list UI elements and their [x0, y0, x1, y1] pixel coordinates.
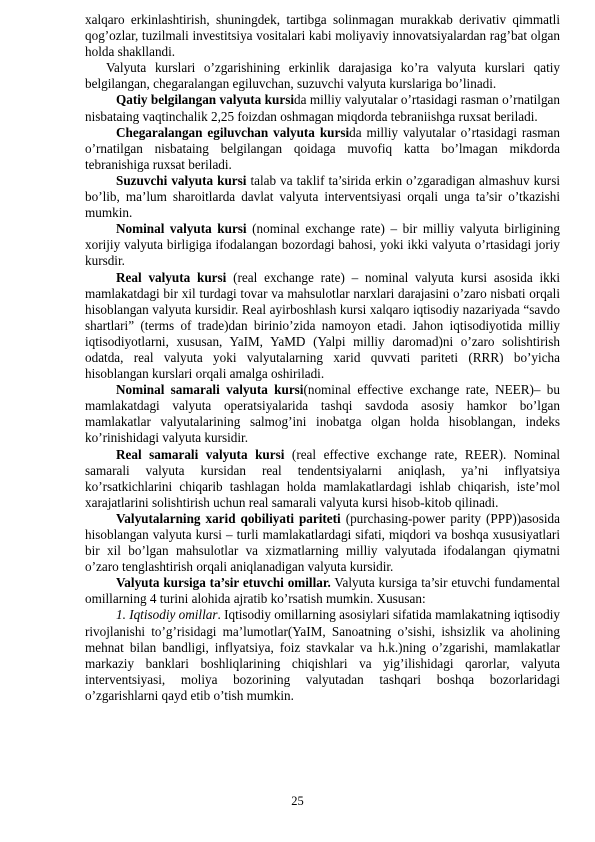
- term-economic-factors: 1. Iqtisodiy omillar: [116, 607, 218, 623]
- term-reer: Real samarali valyuta kursi: [116, 446, 285, 462]
- term-factors: Valyuta kursiga ta’sir etuvchi omillar.: [116, 575, 331, 591]
- term-limited-flexible-rate: Chegaralangan egiluvchan valyuta kursi: [116, 124, 350, 140]
- term-ppp: Valyutalarning xarid qobiliyati pariteti: [116, 510, 341, 526]
- paragraph-factors: Valyuta kursiga ta’sir etuvchi omillar. Valyuta kursiga ta’sir etuvchi fundamental omillarning 4 turini alohida ajratib ko’rsatish mumkin. Xususan:: [85, 575, 560, 607]
- page-number: 25: [291, 794, 304, 808]
- paragraph-neer: Nominal samarali valyuta kursi(nominal effective exchange rate, NEER)– bu mamlakatdagi valyuta operatsiyalarida tashqi savdoda asosiy hamkor bo’lgan mamlakatlar valyutalarining salmog’ini inobatga olgan holda hisoblangan, indeks ko’rinishidagi valyuta kursidir.: [85, 382, 560, 446]
- term-neer: Nominal samarali valyuta kursi: [116, 382, 304, 398]
- paragraph-limited-flexible-rate: Chegaralangan egiluvchan valyuta kursida milliy valyutalar o’rtasidagi rasman o’rnatilgan nisbataing belgilangan qoidaga muvofiq katta bo’lmagan mikdorda tebranishiga ruxsat beriladi.: [85, 124, 560, 172]
- paragraph-nominal-rate: Nominal valyuta kursi (nominal exchange rate) – bir milliy valyuta birligining xorijiy valyuta birligiga ifodalangan bozordagi bahosi, yoki ikki valyuta o’rtasidagi joriy kursdir.: [85, 221, 560, 269]
- paragraph-exchange-rate-types: Valyuta kurslari o’zgarishining erkinlik darajasiga ko’ra valyuta kurslari qatiy belgilangan, chegaralangan egiluvchan, suzuvchi valyuta kurslariga bo’linadi.: [85, 60, 560, 92]
- term-fixed-rate: Qatiy belgilangan valyuta kursi: [116, 92, 294, 108]
- paragraph-intro: xalqaro erkinlashtirish, shuningdek, tartibga solinmagan murakkab derivativ qimmatli qog’ozlar, tuzilmali investitsiya vositalari kabi moliyaviy innovatsiyalardan rag’bat olgan holda shakllandi.: [85, 12, 560, 60]
- term-real-rate: Real valyuta kursi: [116, 269, 227, 285]
- term-floating-rate: Suzuvchi valyuta kursi: [116, 172, 247, 188]
- term-nominal-rate: Nominal valyuta kursi: [116, 221, 247, 237]
- paragraph-floating-rate: Suzuvchi valyuta kursi talab va taklif ta’sirida erkin o’zgaradigan almashuv kursi bo’lib, ma’lum sharoitlarda davlat valyuta interventsiyasi orqali unga ta’sir o’tkazishi mumkin.: [85, 172, 560, 221]
- paragraph-ppp: Valyutalarning xarid qobiliyati pariteti (purchasing-power parity (PPP))asosida hisoblangan valyuta kursi – turli mamlakatlardagi sifati, miqdori va boshqa xususiyatlari bir xil bo’lgan mahsulotlar va xizmatlarning milliy valyutada ifodalangan qiymatni o’zaro tenglashtirish orqali aniqlanadigan valyuta kursidir.: [85, 510, 560, 575]
- paragraph-real-rate: Real valyuta kursi (real exchange rate) – nominal valyuta kursi asosida ikki mamlakatdagi bir xil turdagi tovar va mahsulotlar narxlari darajasini o’zaro nisbati orqali hisoblangan valyuta kursidir. Real ayirboshlash kursi xalqaro iqtisodiy nazariyada “savdo shartlari” (terms of trade)dan birinio’zida namoyon etadi. Jahon iqtisodiyotida milliy iqtisodiyotlarni, xususan, YaIM, YaMD (Yalpi milliy daromad)ni o’zaro solishtirish odatda, real valyuta yoki valyutalarning xarid quvvati pariteti (RRR) bo’yicha hisoblangan kurslari orqali amalga oshiriladi.: [85, 269, 561, 382]
- paragraph-fixed-rate: Qatiy belgilangan valyuta kursida milliy valyutalar o’rtasidagi rasman o’rnatilgan nisbataing vaqtinchalik 2,25 foizdan oshmagan miqdorda tebraniishga ruxsat beriladi.: [85, 92, 560, 124]
- document-body: [85, 12, 560, 704]
- paragraph-reer: Real samarali valyuta kursi (real effective exchange rate, REER). Nominal samarali valyuta kursidan real tendentsiyalarni aniqlash, ya’ni inflyatsiya ko’rsatkichlarini chiqarib tashlagan holda mamlakatlardagi ishlab chiqarish, iste’mol xarajatlarini solishtirish uchun real samarali valyuta kursi hisob-kitob qilinadi.: [85, 446, 560, 510]
- paragraph-economic-factors: 1. Iqtisodiy omillar. Iqtisodiy omillarning asosiylari sifatida mamlakatning iqtisodiy rivojlanishi to’g’risidagi ma’lumotlar(YaIM, Sanoatning o’sishi, ishsizlik va aholining mehnat bilan bandligi, inflyatsiya, foiz stavkalar va h.k.)ning o’zgarishi, mamlakatlar markaziy banklari boshliqlarining chiqishlari va yig’ilishidagi qarorlar, valyuta interventsiyasi, moliya bozorining valyutadan tashqari boshqa bozorlaridagi o’zgarishlarni qayd etib o’tish mumkin.: [85, 607, 560, 703]
